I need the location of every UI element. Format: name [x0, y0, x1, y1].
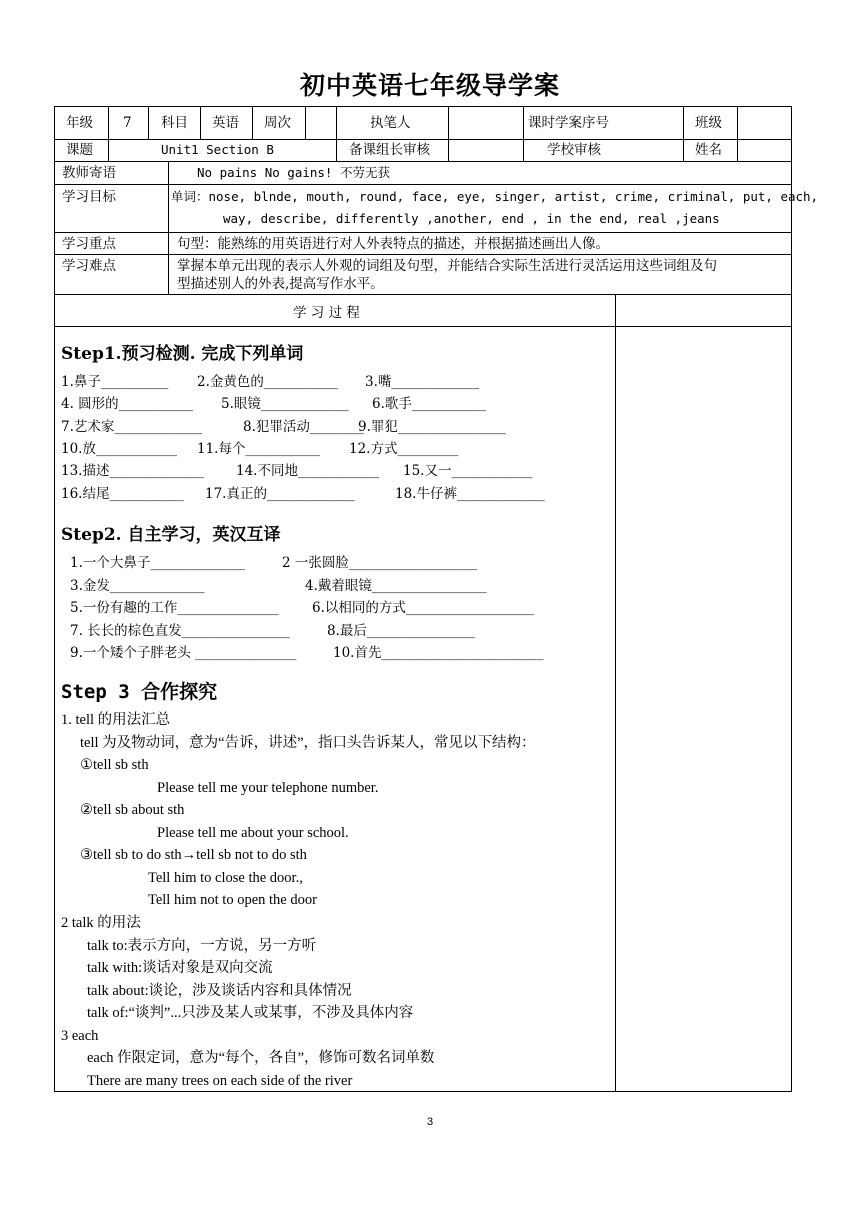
author-label: 执笔人 — [370, 115, 411, 131]
serial-label: 课时学案序号 — [528, 115, 609, 131]
row-divider — [55, 326, 791, 327]
step1-item: 16.结尾___________ — [61, 485, 184, 502]
col-divider — [683, 107, 684, 161]
step1-item: 6.歌手___________ — [372, 396, 487, 413]
step1-item: 11.每个___________ — [197, 440, 320, 457]
subject-value: 英语 — [212, 115, 239, 131]
step3-line: 3 each — [61, 1027, 99, 1044]
col-divider — [448, 107, 449, 161]
grade-label: 年级 — [66, 115, 93, 131]
col-divider — [252, 107, 253, 139]
step2-item: 5.一份有趣的工作_______________ — [70, 600, 279, 616]
difficulty-line-2: 型描述别人的外表,提高写作水平。 — [177, 276, 384, 292]
step1-item: 14.不同地____________ — [236, 463, 379, 480]
step2-item: 10.首先________________________ — [333, 645, 544, 661]
step1-item: 3.嘴_____________ — [365, 374, 480, 390]
row-divider — [55, 184, 791, 185]
difficulty-line-1: 掌握本单元出现的表示人外观的词组及句型，并能结合实际生活进行灵活运用这些词组及句 — [177, 258, 717, 274]
difficulty-label: 学习难点 — [62, 258, 116, 274]
motto-label: 教师寄语 — [62, 165, 116, 181]
step1-item: 8.犯罪活动________ — [243, 418, 364, 435]
col-divider — [168, 161, 169, 294]
row-divider — [55, 232, 791, 233]
focus-label: 学习重点 — [62, 236, 116, 252]
row-divider — [55, 294, 791, 295]
group-review-label: 备课组长审核 — [349, 142, 430, 158]
school-review-label: 学校审核 — [547, 142, 601, 158]
step3-line: ①tell sb sth — [80, 757, 149, 774]
step3-line: There are many trees on each side of the river — [87, 1072, 353, 1089]
step3-line: 2 talk 的用法 — [61, 914, 141, 931]
step3-line: Tell him not to open the door — [148, 892, 317, 909]
row-divider — [55, 254, 791, 255]
step1-item: 12.方式_________ — [349, 440, 459, 457]
page-number: 3 — [426, 1116, 434, 1128]
step2-item: 1.一个大鼻子______________ — [70, 555, 245, 571]
step1-item: 13.描述______________ — [61, 463, 204, 480]
class-label: 班级 — [695, 115, 722, 131]
topic-value: Unit1 Section B — [161, 142, 274, 157]
step3-line: tell 为及物动词，意为“告诉，讲述”，指口头告诉某人，常见以下结构： — [80, 734, 536, 751]
topic-label: 课题 — [66, 142, 93, 158]
col-divider — [148, 107, 149, 139]
step2-item: 6.以相同的方式___________________ — [312, 600, 535, 616]
step3-line: talk of:“谈判”...只涉及某人或某事，不涉及具体内容 — [87, 1005, 414, 1022]
step1-item: 9.罪犯________________ — [358, 418, 506, 435]
step2-item: 2 一张圆脸___________________ — [282, 555, 478, 571]
step2-item: 7. 长长的棕色直发________________ — [70, 622, 290, 639]
goal-line-2: way, describe, differently ,another, end , in the end, real ,jeans — [223, 211, 720, 226]
step1-item: 1.鼻子__________ — [61, 374, 169, 390]
page-title: 初中英语七年级导学案 — [299, 71, 560, 100]
col-divider — [523, 107, 524, 161]
step3-line: Tell him to close the door., — [148, 869, 303, 886]
step1-item: 5.眼镜_____________ — [221, 396, 349, 413]
goal-line-1: 单词：nose, blnde, mouth, round, face, eye, singer, artist, crime, criminal, put, each, — [171, 189, 819, 204]
step3-heading: Step 3 合作探究 — [61, 681, 218, 703]
row-divider — [55, 139, 791, 140]
step1-item: 4. 圆形的___________ — [61, 396, 193, 413]
step2-item: 8.最后________________ — [327, 622, 475, 639]
step1-item: 10.放____________ — [61, 440, 177, 457]
step3-line: 1. tell 的用法汇总 — [61, 712, 171, 728]
row-divider — [55, 161, 791, 162]
step2-item: 3.金发______________ — [70, 577, 205, 594]
col-divider — [737, 107, 738, 161]
subject-label: 科目 — [161, 115, 188, 131]
motto-value: No pains No gains! 不劳无获 — [197, 165, 390, 180]
step3-line: talk with:谈话对象是双向交流 — [87, 960, 273, 977]
col-divider — [336, 107, 337, 161]
step3-line: ③tell sb to do sth→tell sb not to do sth — [80, 847, 307, 864]
step3-line: each 作限定词，意为“每个，各自”，修饰可数名词单数 — [87, 1050, 435, 1067]
name-label: 姓名 — [695, 142, 722, 158]
step2-heading: Step2. 自主学习，英汉互译 — [61, 525, 281, 545]
week-label: 周次 — [264, 115, 291, 131]
focus-value: 句型：能熟练的用英语进行对人外表特点的描述，并根据描述画出人像。 — [177, 236, 609, 252]
step3-line: Please tell me your telephone number. — [157, 779, 379, 796]
process-label: 学 习 过 程 — [293, 305, 360, 321]
step1-item: 15.又一____________ — [403, 463, 533, 480]
col-divider — [305, 107, 306, 139]
step3-line: talk to:表示方向，一方说，另一方听 — [87, 937, 317, 954]
step2-item: 9.一个矮个子胖老头 _______________ — [70, 645, 297, 661]
col-divider — [108, 107, 109, 161]
grade-value: 7 — [123, 115, 132, 131]
step1-item: 17.真正的_____________ — [205, 485, 355, 502]
step3-line: talk about:谈论，涉及谈话内容和具体情况 — [87, 982, 352, 999]
step1-item: 2.金黄色的___________ — [197, 374, 339, 390]
col-divider — [200, 107, 201, 139]
step1-heading: Step1.预习检测. 完成下列单词 — [61, 344, 304, 364]
col-divider — [615, 294, 616, 1091]
step2-item: 4.戴着眼镜_________________ — [305, 577, 487, 594]
goal-label: 学习目标 — [62, 189, 116, 205]
step3-line: Please tell me about your school. — [157, 824, 349, 841]
step1-item: 7.艺术家_____________ — [61, 418, 203, 435]
step1-item: 18.牛仔裤_____________ — [395, 485, 545, 502]
step3-line: ②tell sb about sth — [80, 802, 185, 819]
